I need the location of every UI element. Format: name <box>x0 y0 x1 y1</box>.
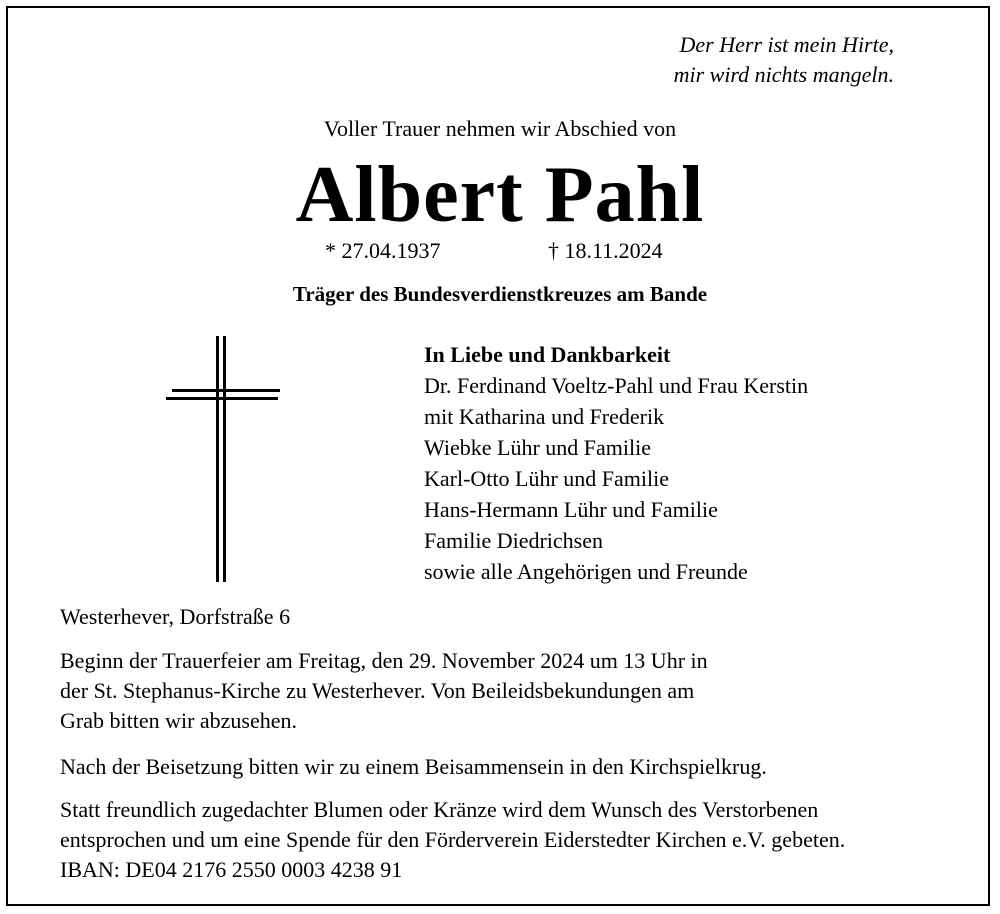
gathering-info-line: Nach der Beisetzung bitten wir zu einem Beisammensein in den Kirchspielkrug. <box>60 754 767 779</box>
cross-icon <box>164 336 284 584</box>
donation-info-line: entsprochen und um eine Spende für den Förderverein Eiderstedter Kirchen e.V. gebeten. <box>60 827 846 852</box>
funeral-info-line: Beginn der Trauerfeier am Freitag, den 29. November 2024 um 13 Uhr in <box>60 648 708 673</box>
birth-date: * 27.04.1937 <box>325 238 441 263</box>
donation-info <box>60 795 845 885</box>
mourner-line: mit Katharina und Frederik <box>424 404 665 429</box>
deceased-name: Albert Pahl <box>295 151 705 239</box>
mourners-heading: In Liebe und Dankbarkeit <box>424 342 671 367</box>
mourner-line: Dr. Ferdinand Voeltz-Pahl und Frau Kerstin <box>424 373 809 398</box>
mourners-list <box>424 339 808 587</box>
bible-verse-line-1: Der Herr ist mein Hirte, <box>679 32 894 57</box>
bible-verse <box>674 30 894 90</box>
iban: IBAN: DE04 2176 2550 0003 4238 91 <box>60 857 403 882</box>
mourner-line: Wiebke Lühr und Familie <box>424 435 652 460</box>
intro-text: Voller Trauer nehmen wir Abschied von <box>323 116 677 141</box>
mourner-line: Hans-Hermann Lühr und Familie <box>424 497 718 522</box>
honor-text: Träger des Bundesverdienstkreuzes am Bande <box>292 282 708 306</box>
death-date: † 18.11.2024 <box>548 238 663 263</box>
funeral-info-line: Grab bitten wir abzusehen. <box>60 708 298 733</box>
donation-info-line: Statt freundlich zugedachter Blumen oder Kränze wird dem Wunsch des Verstorbenen <box>60 797 819 822</box>
funeral-info <box>60 646 708 736</box>
mourner-line: Karl-Otto Lühr und Familie <box>424 466 670 491</box>
mourner-line: Familie Diedrichsen <box>424 528 604 553</box>
gathering-info <box>60 752 767 782</box>
address: Westerhever, Dorfstraße 6 <box>60 604 291 629</box>
funeral-info-line: der St. Stephanus-Kirche zu Westerhever. Von Beileidsbekundungen am <box>60 678 695 703</box>
bible-verse-line-2: mir wird nichts mangeln. <box>673 62 894 87</box>
mourner-line: sowie alle Angehörigen und Freunde <box>424 559 748 584</box>
